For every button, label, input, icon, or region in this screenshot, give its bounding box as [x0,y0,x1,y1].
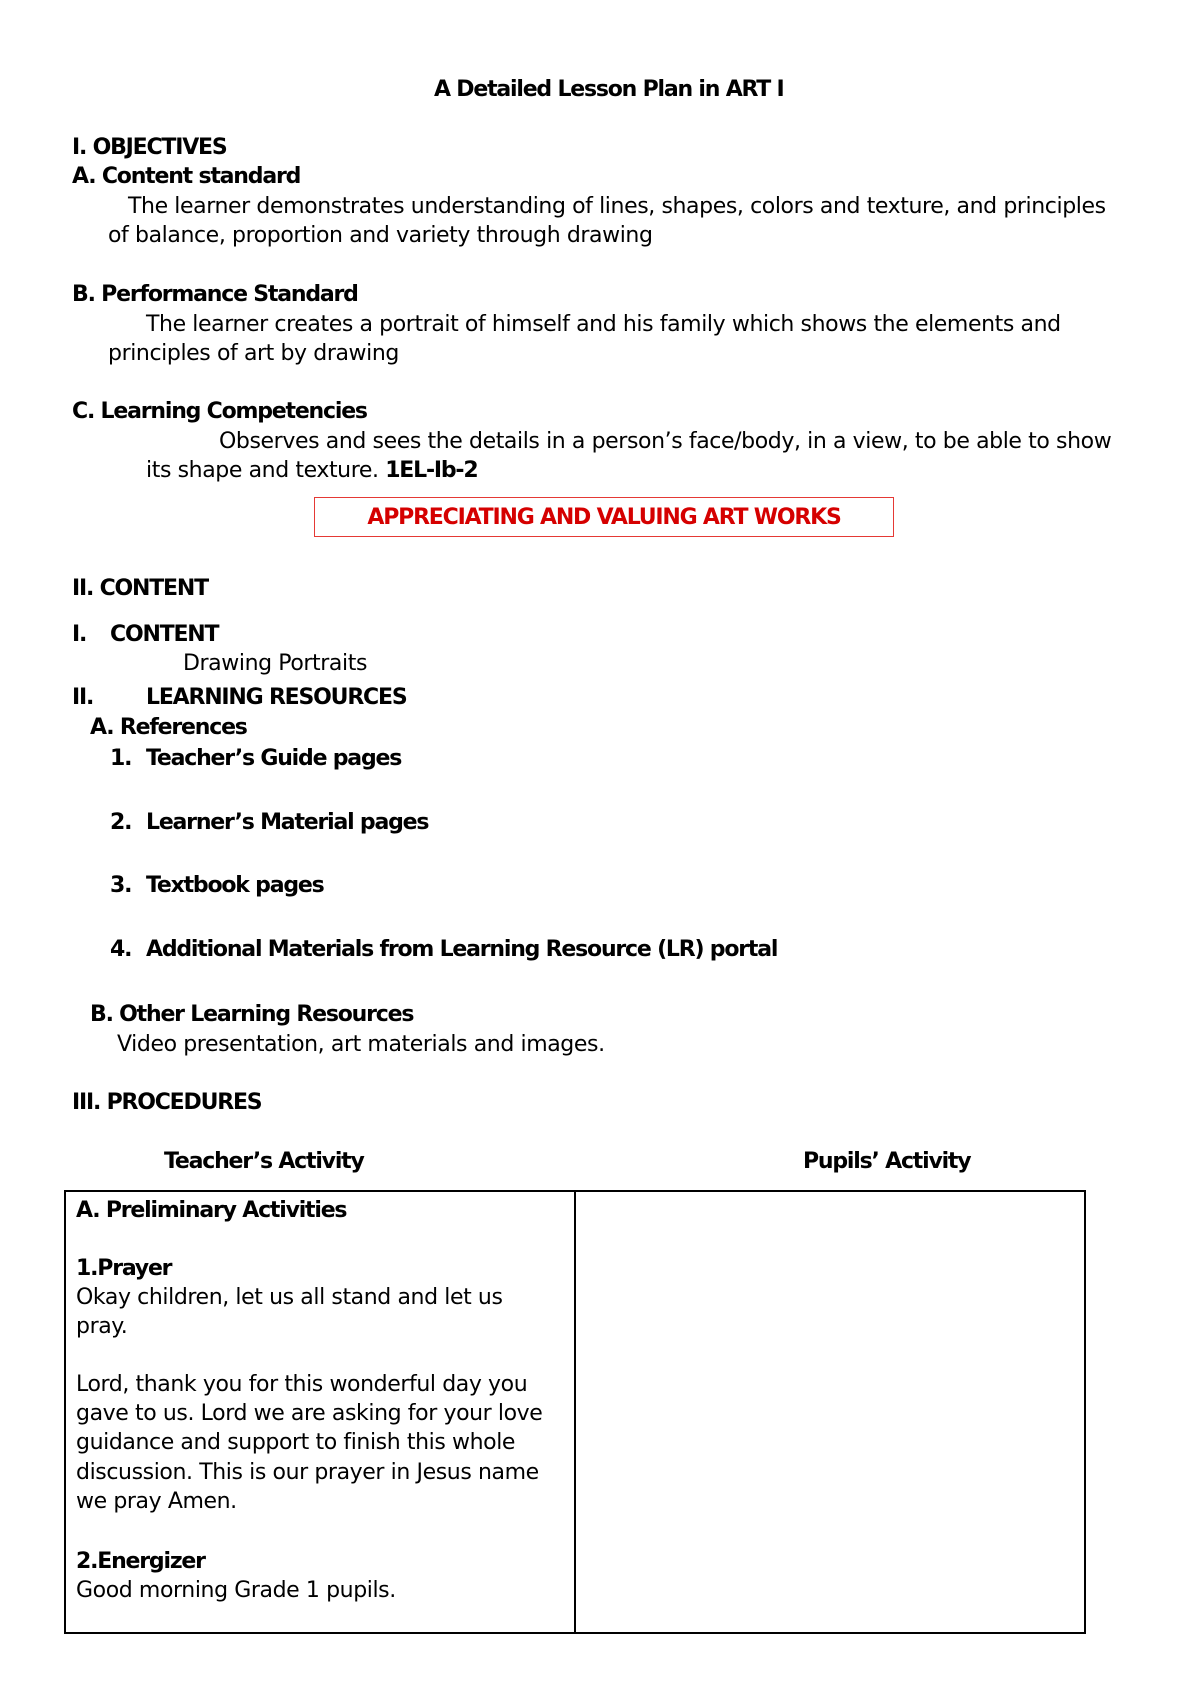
reference-item-4-label: Additional Materials from Learning Resource (LR) portal [146,937,778,962]
teacher-activity-column-header: Teacher’s Activity [164,1149,364,1174]
reference-item-2-num: 2. [110,810,132,835]
procedures-table [64,1190,1086,1634]
content-sub1-label: CONTENT [110,622,219,647]
content-sub1-value: Drawing Portraits [183,651,368,676]
objectives-heading: I. OBJECTIVES [72,135,227,160]
reference-item-4-num: 4. [110,937,132,962]
prayer-line-2: pray. [76,1314,128,1339]
prayer-heading: 1.Prayer [76,1256,172,1281]
learning-competencies-heading: C. Learning Competencies [72,399,367,424]
document-title: A Detailed Lesson Plan in ART I [434,77,784,102]
reference-item-3-label: Textbook pages [146,873,324,898]
performance-standard-line1: The learner creates a portrait of himself and his family which shows the elements and [146,312,1061,337]
other-resources-value: Video presentation, art materials and images. [117,1032,605,1057]
learning-competencies-line1: Observes and sees the details in a person’s face/body, in a view, to be able to show [219,429,1112,454]
content-standard-heading: A. Content standard [72,164,301,189]
content-standard-line2: of balance, proportion and variety through drawing [108,223,653,248]
preliminary-activities-heading: A. Preliminary Activities [76,1198,347,1223]
teacher-activity-cell [66,1192,576,1632]
content-sub2-num: II. [72,685,94,710]
prayer-text-line-3: guidance and support to finish this whole [76,1430,516,1455]
content-standard-line1: The learner demonstrates understanding of lines, shapes, colors and texture, and principles [128,194,1106,219]
learning-competencies-line2-text: its shape and texture. [146,458,379,483]
reference-item-1-num: 1. [110,746,132,771]
pupils-activity-cell [576,1192,1084,1632]
other-resources-heading: B. Other Learning Resources [90,1002,414,1027]
procedures-heading: III. PROCEDURES [72,1090,262,1115]
appreciating-banner: APPRECIATING AND VALUING ART WORKS [314,497,894,537]
prayer-text-line-2: gave to us. Lord we are asking for your love [76,1401,543,1426]
learning-competencies-line2 [146,458,477,483]
content-heading: II. CONTENT [72,576,208,601]
reference-item-2-label: Learner’s Material pages [146,810,429,835]
performance-standard-line2: principles of art by drawing [108,341,399,366]
energizer-line: Good morning Grade 1 pupils. [76,1578,396,1603]
reference-item-1-label: Teacher’s Guide pages [146,746,402,771]
references-heading: A. References [90,715,247,740]
performance-standard-heading: B. Performance Standard [72,282,358,307]
prayer-line-1: Okay children, let us all stand and let us [76,1285,503,1310]
content-sub2-label: LEARNING RESOURCES [146,685,407,710]
energizer-heading: 2.Energizer [76,1549,205,1574]
content-sub1-num: I. [72,622,87,647]
reference-item-3-num: 3. [110,873,132,898]
prayer-text-line-1: Lord, thank you for this wonderful day you [76,1372,528,1397]
prayer-text-line-4: discussion. This is our prayer in Jesus name [76,1460,539,1485]
competency-code: 1EL-Ib-2 [385,458,478,483]
prayer-text-line-5: we pray Amen. [76,1489,237,1514]
pupils-activity-column-header: Pupils’ Activity [803,1149,971,1174]
